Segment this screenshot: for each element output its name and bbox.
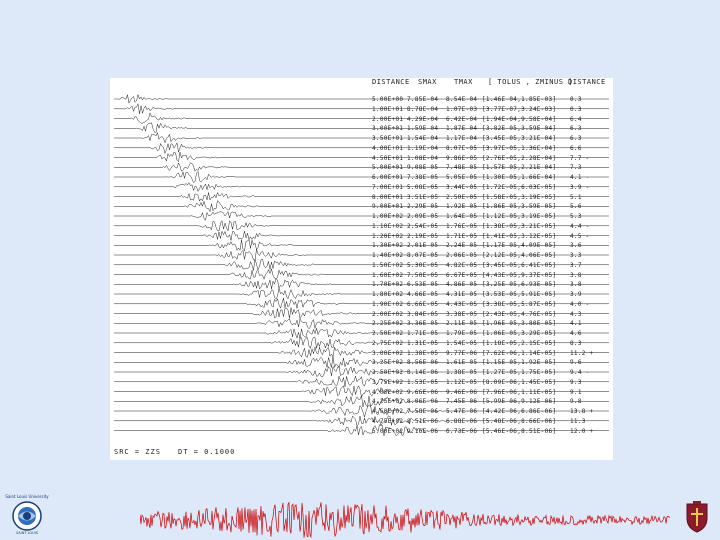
row-smax: 7.50E-05 [407,271,439,279]
row-distance: 1.80E+02 [372,291,404,298]
row-tmax: 2.06E-05 [446,252,478,259]
svg-text:SAINT LOUIS: SAINT LOUIS [16,531,38,535]
row-range: [2.43E-05,4.76E-05] [482,310,557,318]
row-distance: 5.00E+00 [372,96,404,103]
row-dn: 11.2 + [570,349,594,357]
row-distance: 5.00E+01 [372,164,404,172]
row-smax: 6.53E-05 [407,281,439,289]
row-smax: 4.29E-04 [407,115,439,123]
row-distance: 5.00E+02 [372,427,404,435]
header-tmax: TMAX [454,78,473,86]
row-dn: 8.3 [570,339,582,347]
row-distance: 2.75E+02 [372,339,404,347]
row-dn: 4.3 [570,310,582,318]
row-range: [1.57E-05,2.21E-04] [482,164,557,172]
row-smax: 2.19E-05 [407,232,439,240]
row-distance: 2.00E+02 [372,310,404,318]
row-tmax: 6.88E-06 [446,417,478,425]
row-distance: 1.70E+02 [372,281,404,289]
row-smax: 4.66E-05 [407,291,439,298]
row-range: [1.27E-05,1.75E-05] [482,369,557,376]
row-tmax: 9.86E-05 [446,154,478,162]
header-smax: SMAX [418,78,437,86]
row-smax: 1.38E-05 [407,349,439,357]
row-distance: 4.50E+02 [372,408,404,415]
row-distance: 1.20E+02 [372,232,404,240]
row-smax: 3.36E-05 [407,320,439,328]
crest-icon [684,500,710,534]
row-range: [3.25E-05,6.93E-05] [482,281,557,289]
row-smax: 7.58E-06 [407,408,439,415]
row-range: [3.45E-05,3.21E-04] [482,135,557,142]
row-range: [1.06E-05,3.29E-05] [482,330,557,337]
row-range: [3.77E-07,3.24E-03] [482,105,557,113]
row-distance: 4.50E+01 [372,154,404,162]
row-dn: 9.4 - [570,369,590,376]
row-range: [3.82E-05,3.59E-04] [482,125,557,133]
row-range: [1.18E-05,2.15E-05] [482,339,557,347]
row-dn: 5.3 [570,213,582,220]
row-dn: 0.3 [570,105,582,113]
row-tmax: 1.38E-05 [446,369,478,376]
row-distance: 8.00E+01 [372,193,404,201]
row-distance: 1.00E+02 [372,213,404,220]
row-distance: 1.50E+02 [372,261,404,269]
row-tmax: 1.07E-03 [446,105,478,113]
row-range: [1.15E-05,1.92E-05] [482,359,557,367]
row-range: [1.41E-05,3.12E-05] [482,232,557,240]
row-distance: 2.25E+02 [372,320,404,328]
row-smax: 9.08E-05 [407,164,439,172]
seismogram-line [140,502,670,537]
row-smax: 7.85E-04 [407,96,439,103]
row-distance: 2.50E+02 [372,330,404,337]
row-tmax: 1.12E-05 [446,378,478,386]
row-range: [7.62E-06,1.14E-05] [482,349,557,357]
row-smax: 2.29E-05 [407,203,439,211]
row-dn: 4.5 - [570,232,590,240]
row-range: [4.43E-05,9.37E-05] [482,271,557,279]
row-tmax: 1.87E-04 [446,125,478,133]
row-dn: 11.3 [570,417,586,425]
row-distance: 3.00E+01 [372,125,404,133]
row-tmax: 4.43E-05 [446,300,478,308]
header-distance: DISTANCE [372,78,410,86]
row-tmax: 3.38E-05 [446,310,478,318]
row-range: [1.46E-04,1.85E-03] [482,96,557,103]
row-distance: 9.00E+01 [372,203,404,211]
row-range: [3.38E-05,5.87E-05] [482,300,557,308]
row-dn: 9.8 [570,398,582,406]
row-smax: 1.59E-04 [407,125,439,133]
row-smax: 2.54E-05 [407,222,439,230]
row-tmax: 2.11E-05 [446,320,478,328]
row-smax: 1.71E-05 [407,330,439,337]
row-smax: 8.51E-06 [407,417,439,425]
row-dn: 9.3 [570,378,582,386]
row-range: [5.48E-06,8.66E-06] [482,417,557,425]
row-smax: 8.78E-04 [407,105,439,113]
row-tmax: 7.48E-05 [446,164,478,172]
row-distance: 4.00E+01 [372,144,404,152]
row-distance: 1.90E+02 [372,300,404,308]
row-dn: 3.9 - [570,183,590,191]
row-smax: 1.19E-04 [407,144,439,152]
row-distance: 7.00E+01 [372,183,404,191]
row-dn: 7.3 - [570,164,590,172]
row-range: [5.99E-06,9.12E-06] [482,398,557,406]
row-distance: 3.50E+02 [372,369,404,376]
row-smax: 1.53E-05 [407,378,439,386]
footer-src: SRC = ZZS [114,448,161,456]
row-tmax: 4.82E-05 [446,261,478,269]
row-range: [1.96E-05,3.80E-05] [482,320,557,328]
footer-dt: DT = 0.1000 [178,448,236,456]
row-tmax: 3.44E-05 [446,183,478,191]
row-distance: 4.75E+02 [372,417,404,425]
row-tmax: 1.71E-05 [446,232,478,240]
row-dn: 7.7 - [570,154,590,162]
row-tmax: 5.47E-06 [446,408,478,415]
row-range: [5.46E-06,8.51E-06] [482,427,557,435]
row-range: [3.97E-05,1.36E-04] [482,144,557,152]
seismogram-panel [110,78,613,460]
header-distance-alt: DISTANCE [568,78,606,86]
row-smax: 7.38E-05 [407,174,439,181]
row-tmax: 9.77E-06 [446,349,478,357]
row-distance: 3.75E+02 [372,378,404,386]
row-dn: 9.1 [570,388,582,396]
row-smax: 1.08E-04 [407,154,439,162]
row-dn: 13.8 + [570,408,594,415]
row-tmax: 7.45E-06 [446,398,478,406]
row-range: [1.38E-05,3.21E-05] [482,222,557,230]
row-tmax: 8.54E-04 [446,96,478,103]
row-dn: 4.4 - [570,222,590,230]
row-range: [1.12E-05,3.19E-05] [482,213,557,220]
row-distance: 1.40E+02 [372,252,404,259]
row-tmax: 6.73E-06 [446,427,478,435]
row-smax: 3.51E-05 [407,193,439,201]
row-range: [2.12E-05,4.06E-05] [482,252,557,259]
row-smax: 1.31E-05 [407,339,439,347]
row-tmax: 6.67E-05 [446,271,478,279]
row-dn: 6.3 [570,135,582,142]
row-dn: 3.9 [570,291,582,298]
row-dn: 3.8 [570,271,582,279]
row-range: [1.72E-05,6.03E-05] [482,183,557,191]
row-smax: 3.84E-05 [407,310,439,318]
row-smax: 1.54E-04 [407,135,439,142]
row-range: [4.42E-06,6.86E-06] [482,408,557,415]
university-seal-icon [4,490,50,536]
row-distance: 1.60E+02 [372,271,404,279]
row-tmax: 4.31E-05 [446,291,478,298]
row-dn: 3.8 [570,281,582,289]
row-dn: 4.1 [570,320,582,328]
row-smax: 9.66E-06 [407,388,439,396]
row-tmax: 1.54E-05 [446,339,478,347]
header-range: [ TOLUS , ZMINUS ] [488,78,573,86]
row-dn: 5.6 [570,203,582,211]
row-distance: 1.00E+01 [372,105,404,113]
row-smax: 9.16E-06 [407,427,439,435]
row-dn: 4.6 [570,330,582,337]
row-range: [1.86E-05,3.59E-05] [482,203,557,211]
row-distance: 4.25E+02 [372,398,404,406]
row-tmax: 5.05E-05 [446,174,478,181]
row-dn: 6.3 [570,125,582,133]
row-distance: 6.00E+01 [372,174,404,181]
row-distance: 3.25E+02 [372,359,404,367]
row-smax: 5.30E-05 [407,261,439,269]
row-dn: 6.6 [570,144,582,152]
row-range: [3.45E-05,6.41E-05] [482,261,557,269]
row-range: [8.09E-06,1.45E-05] [482,378,557,386]
row-smax: 8.07E-05 [407,252,439,259]
row-smax: 5.08E-05 [407,183,439,191]
row-tmax: 1.92E-05 [446,203,478,211]
row-dn: 5.1 [570,193,582,201]
row-dn: 3.7 [570,261,582,269]
row-dn: 6.4 [570,115,582,123]
row-range: [2.76E-05,2.28E-04] [482,154,557,162]
row-range: [1.94E-04,9.58E-04] [482,115,557,123]
row-dn: 0.3 [570,96,582,103]
bottom-seismogram [140,500,670,540]
row-tmax: 1.61E-05 [446,359,478,367]
row-tmax: 2.50E-05 [446,193,478,201]
row-dn: 4.1 - [570,174,590,181]
svg-text:Saint Louis University: Saint Louis University [5,494,49,499]
row-tmax: 8.07E-05 [446,144,478,152]
row-smax: 8.56E-06 [407,359,439,367]
row-range: [7.96E-06,1.11E-05] [482,388,557,396]
row-dn: 9.6 [570,359,582,367]
row-dn: 3.6 [570,242,582,250]
row-distance: 3.50E+01 [372,135,404,142]
row-tmax: 2.24E-05 [446,242,478,250]
row-dn: 4.0 - [570,300,590,308]
row-dn: 12.0 + [570,427,594,435]
row-range: [1.30E-05,1.66E-04] [482,174,557,181]
row-tmax: 1.64E-05 [446,213,478,220]
row-tmax: 1.76E-05 [446,222,478,230]
row-smax: 2.09E-05 [407,213,439,220]
row-smax: 8.14E-06 [407,369,439,376]
row-smax: 2.01E-05 [407,242,439,250]
row-distance: 1.30E+02 [372,242,404,250]
row-tmax: 4.86E-05 [446,281,478,289]
row-tmax: 6.42E-04 [446,115,478,123]
row-distance: 4.00E+02 [372,388,404,396]
row-tmax: 9.46E-06 [446,388,478,396]
row-distance: 1.10E+02 [372,222,404,230]
row-range: [1.17E-05,4.09E-05] [482,242,557,250]
row-smax: 8.06E-06 [407,398,439,406]
row-range: [3.53E-05,5.91E-05] [482,291,557,298]
row-tmax: 1.17E-04 [446,135,478,142]
row-range: [1.58E-05,3.19E-05] [482,193,557,201]
row-dn: 3.3 [570,252,582,259]
row-distance: 2.00E+01 [372,115,404,123]
row-tmax: 1.79E-05 [446,330,478,337]
row-distance: 3.00E+02 [372,349,404,357]
row-smax: 6.66E-05 [407,300,439,308]
